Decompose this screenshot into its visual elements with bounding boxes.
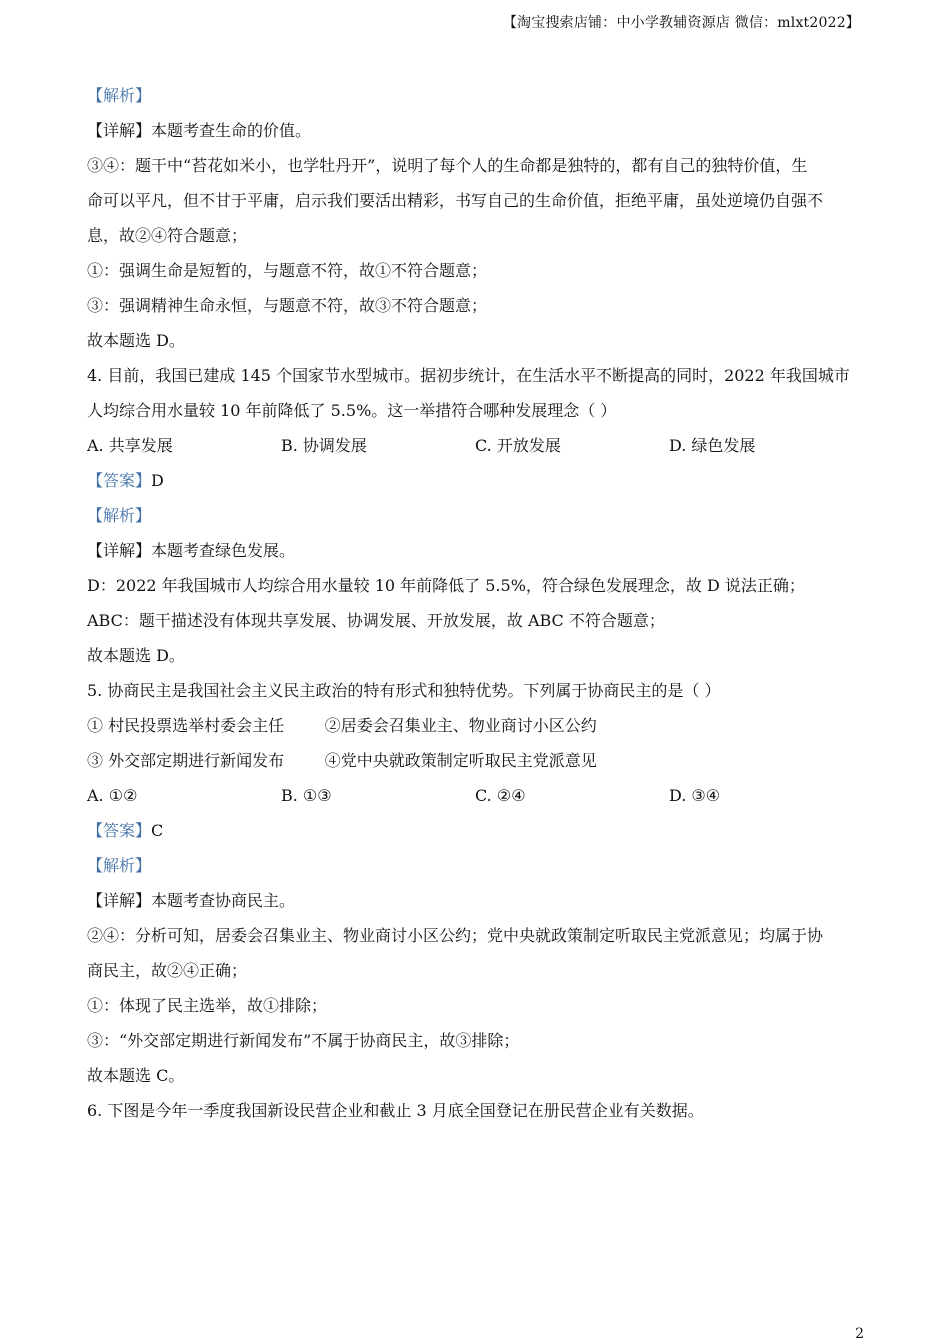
analysis-line: ③：强调精神生命永恒，与题意不符，故③不符合题意； xyxy=(87,296,488,315)
analysis-label: 【解析】 xyxy=(87,86,152,105)
answer-line xyxy=(87,813,867,848)
option-c: C. 开放发展 xyxy=(475,436,561,455)
option-a: A. 共享发展 xyxy=(87,436,173,455)
page-number: 2 xyxy=(855,1326,864,1342)
analysis-line: D：2022 年我国城市人均综合用水量较 10 年前降低了 5.5%，符合绿色发展理念，故 D 说法正确； xyxy=(87,576,805,595)
analysis-line: 息，故②④符合题意； xyxy=(87,226,248,245)
detail-heading: 【详解】本题考查生命的价值。 xyxy=(87,121,312,140)
conclusion-line: 故本题选 D。 xyxy=(87,331,185,350)
analysis-line: ①：强调生命是短暂的，与题意不符，故①不符合题意； xyxy=(87,261,488,280)
analysis-line: ①：体现了民主选举，故①排除； xyxy=(87,996,328,1015)
conclusion-line: 故本题选 D。 xyxy=(87,646,185,665)
answer-label: 【答案】 xyxy=(87,471,152,490)
analysis-line: ②④：分析可知，居委会召集业主、物业商讨小区公约；党中央就政策制定听取民主党派意见；均属于协 xyxy=(87,926,824,945)
question-stem: 6. 下图是今年一季度我国新设民营企业和截止 3 月底全国登记在册民营企业有关数据。 xyxy=(87,1101,704,1120)
answer-label: 【答案】 xyxy=(87,821,152,840)
option-b: B. 协调发展 xyxy=(281,436,367,455)
document-body xyxy=(87,78,867,1128)
analysis-label: 【解析】 xyxy=(87,506,152,525)
analysis-label: 【解析】 xyxy=(87,856,152,875)
question-item: ③ 外交部定期进行新闻发布 ④党中央就政策制定听取民主党派意见 xyxy=(87,751,597,770)
option-row xyxy=(87,778,867,813)
option-c: C. ②④ xyxy=(475,786,526,805)
header-note: 【淘宝搜索店铺：中小学教辅资源店 微信：mlxt2022】 xyxy=(502,15,860,31)
analysis-line: ③：“外交部定期进行新闻发布”不属于协商民主，故③排除； xyxy=(87,1031,520,1050)
conclusion-line: 故本题选 C。 xyxy=(87,1066,185,1085)
answer-value: D xyxy=(151,471,164,490)
question-stem: 人均综合用水量较 10 年前降低了 5.5%。这一举措符合哪种发展理念（ ） xyxy=(87,401,617,420)
option-b: B. ①③ xyxy=(281,786,332,805)
question-stem: 4. 目前，我国已建成 145 个国家节水型城市。据初步统计，在生活水平不断提高的同时，2022 年我国城市 xyxy=(87,366,850,385)
detail-heading: 【详解】本题考查协商民主。 xyxy=(87,891,296,910)
analysis-line: 商民主，故②④正确； xyxy=(87,961,248,980)
option-d: D. 绿色发展 xyxy=(669,436,756,455)
detail-heading: 【详解】本题考查绿色发展。 xyxy=(87,541,296,560)
analysis-line: 命可以平凡，但不甘于平庸，启示我们要活出精彩，书写自己的生命价值，拒绝平庸，虽处逆境仍自强不 xyxy=(87,191,824,210)
answer-line xyxy=(87,463,867,498)
question-stem: 5. 协商民主是我国社会主义民主政治的特有形式和独特优势。下列属于协商民主的是（ ） xyxy=(87,681,721,700)
option-a: A. ①② xyxy=(87,786,138,805)
analysis-line: ABC：题干描述没有体现共享发展、协调发展、开放发展，故 ABC 不符合题意； xyxy=(87,611,665,630)
option-row xyxy=(87,428,867,463)
option-d: D. ③④ xyxy=(669,786,721,805)
question-item: ① 村民投票选举村委会主任 ②居委会召集业主、物业商讨小区公约 xyxy=(87,716,597,735)
analysis-line: ③④：题干中“苔花如米小，也学牡丹开”，说明了每个人的生命都是独特的，都有自己的独特价值，生 xyxy=(87,156,808,175)
answer-value: C xyxy=(151,821,164,840)
